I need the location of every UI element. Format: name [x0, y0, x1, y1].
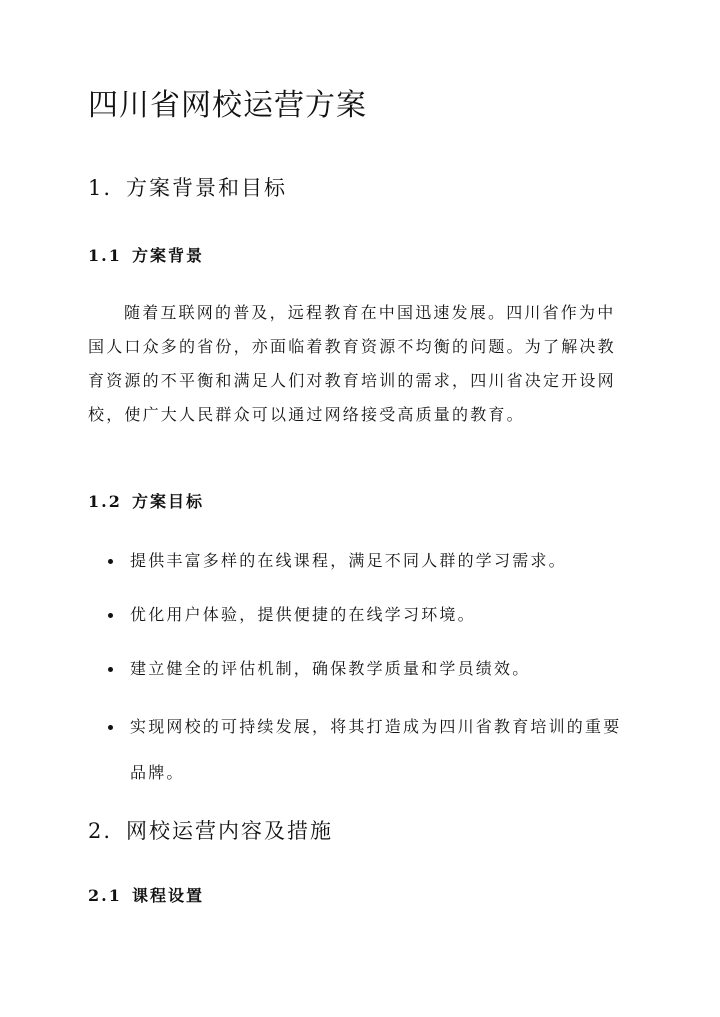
list-item	[108, 710, 628, 796]
list-item	[108, 598, 628, 632]
section-2-number: 2.	[88, 819, 113, 843]
list-item-text: 优化用户体验，提供便捷的在线学习环境。	[130, 605, 476, 624]
bullet-icon	[108, 667, 113, 672]
section-1-1-number: 1.1	[88, 246, 122, 265]
section-1-2-title: 方案目标	[132, 492, 205, 511]
paragraph-line: 育资源的不平衡和满足人们对教育培训的需求，四川省决定开设网	[88, 371, 616, 390]
paragraph-line: 随着互联网的普及，远程教育在中国迅速发展。四川省作为中	[124, 303, 616, 322]
list-item-text: 实现网校的可持续发展，将其打造成为四川省教育培训的重要品牌。	[130, 717, 622, 782]
section-1-number: 1.	[88, 176, 113, 200]
section-1-heading	[88, 173, 287, 203]
paragraph-line: 校，使广大人民群众可以通过网络接受高质量的教育。	[88, 405, 525, 424]
list-item-text: 建立健全的评估机制，确保教学质量和学员绩效。	[130, 659, 531, 678]
paragraph-line: 国人口众多的省份，亦面临着教育资源不均衡的问题。为了解决教	[88, 337, 616, 356]
section-2-1-title: 课程设置	[132, 886, 205, 905]
section-1-title: 方案背景和目标	[126, 176, 287, 200]
section-1-2-heading	[88, 490, 204, 514]
bullet-icon	[108, 559, 113, 564]
section-1-2-number: 1.2	[88, 492, 122, 511]
list-item-text: 提供丰富多样的在线课程，满足不同人群的学习需求。	[130, 551, 567, 570]
section-2-1-number: 2.1	[88, 886, 122, 905]
list-item	[108, 544, 628, 578]
section-1-1-heading	[88, 244, 204, 268]
bullet-icon	[108, 725, 113, 730]
document-title: 四川省网校运营方案	[88, 88, 367, 123]
background-paragraph	[88, 296, 633, 432]
section-2-title: 网校运营内容及措施	[126, 819, 333, 843]
list-item	[108, 652, 628, 686]
section-2-heading	[88, 816, 333, 846]
bullet-icon	[108, 613, 113, 618]
section-1-1-title: 方案背景	[132, 246, 205, 265]
section-2-1-heading	[88, 884, 204, 908]
